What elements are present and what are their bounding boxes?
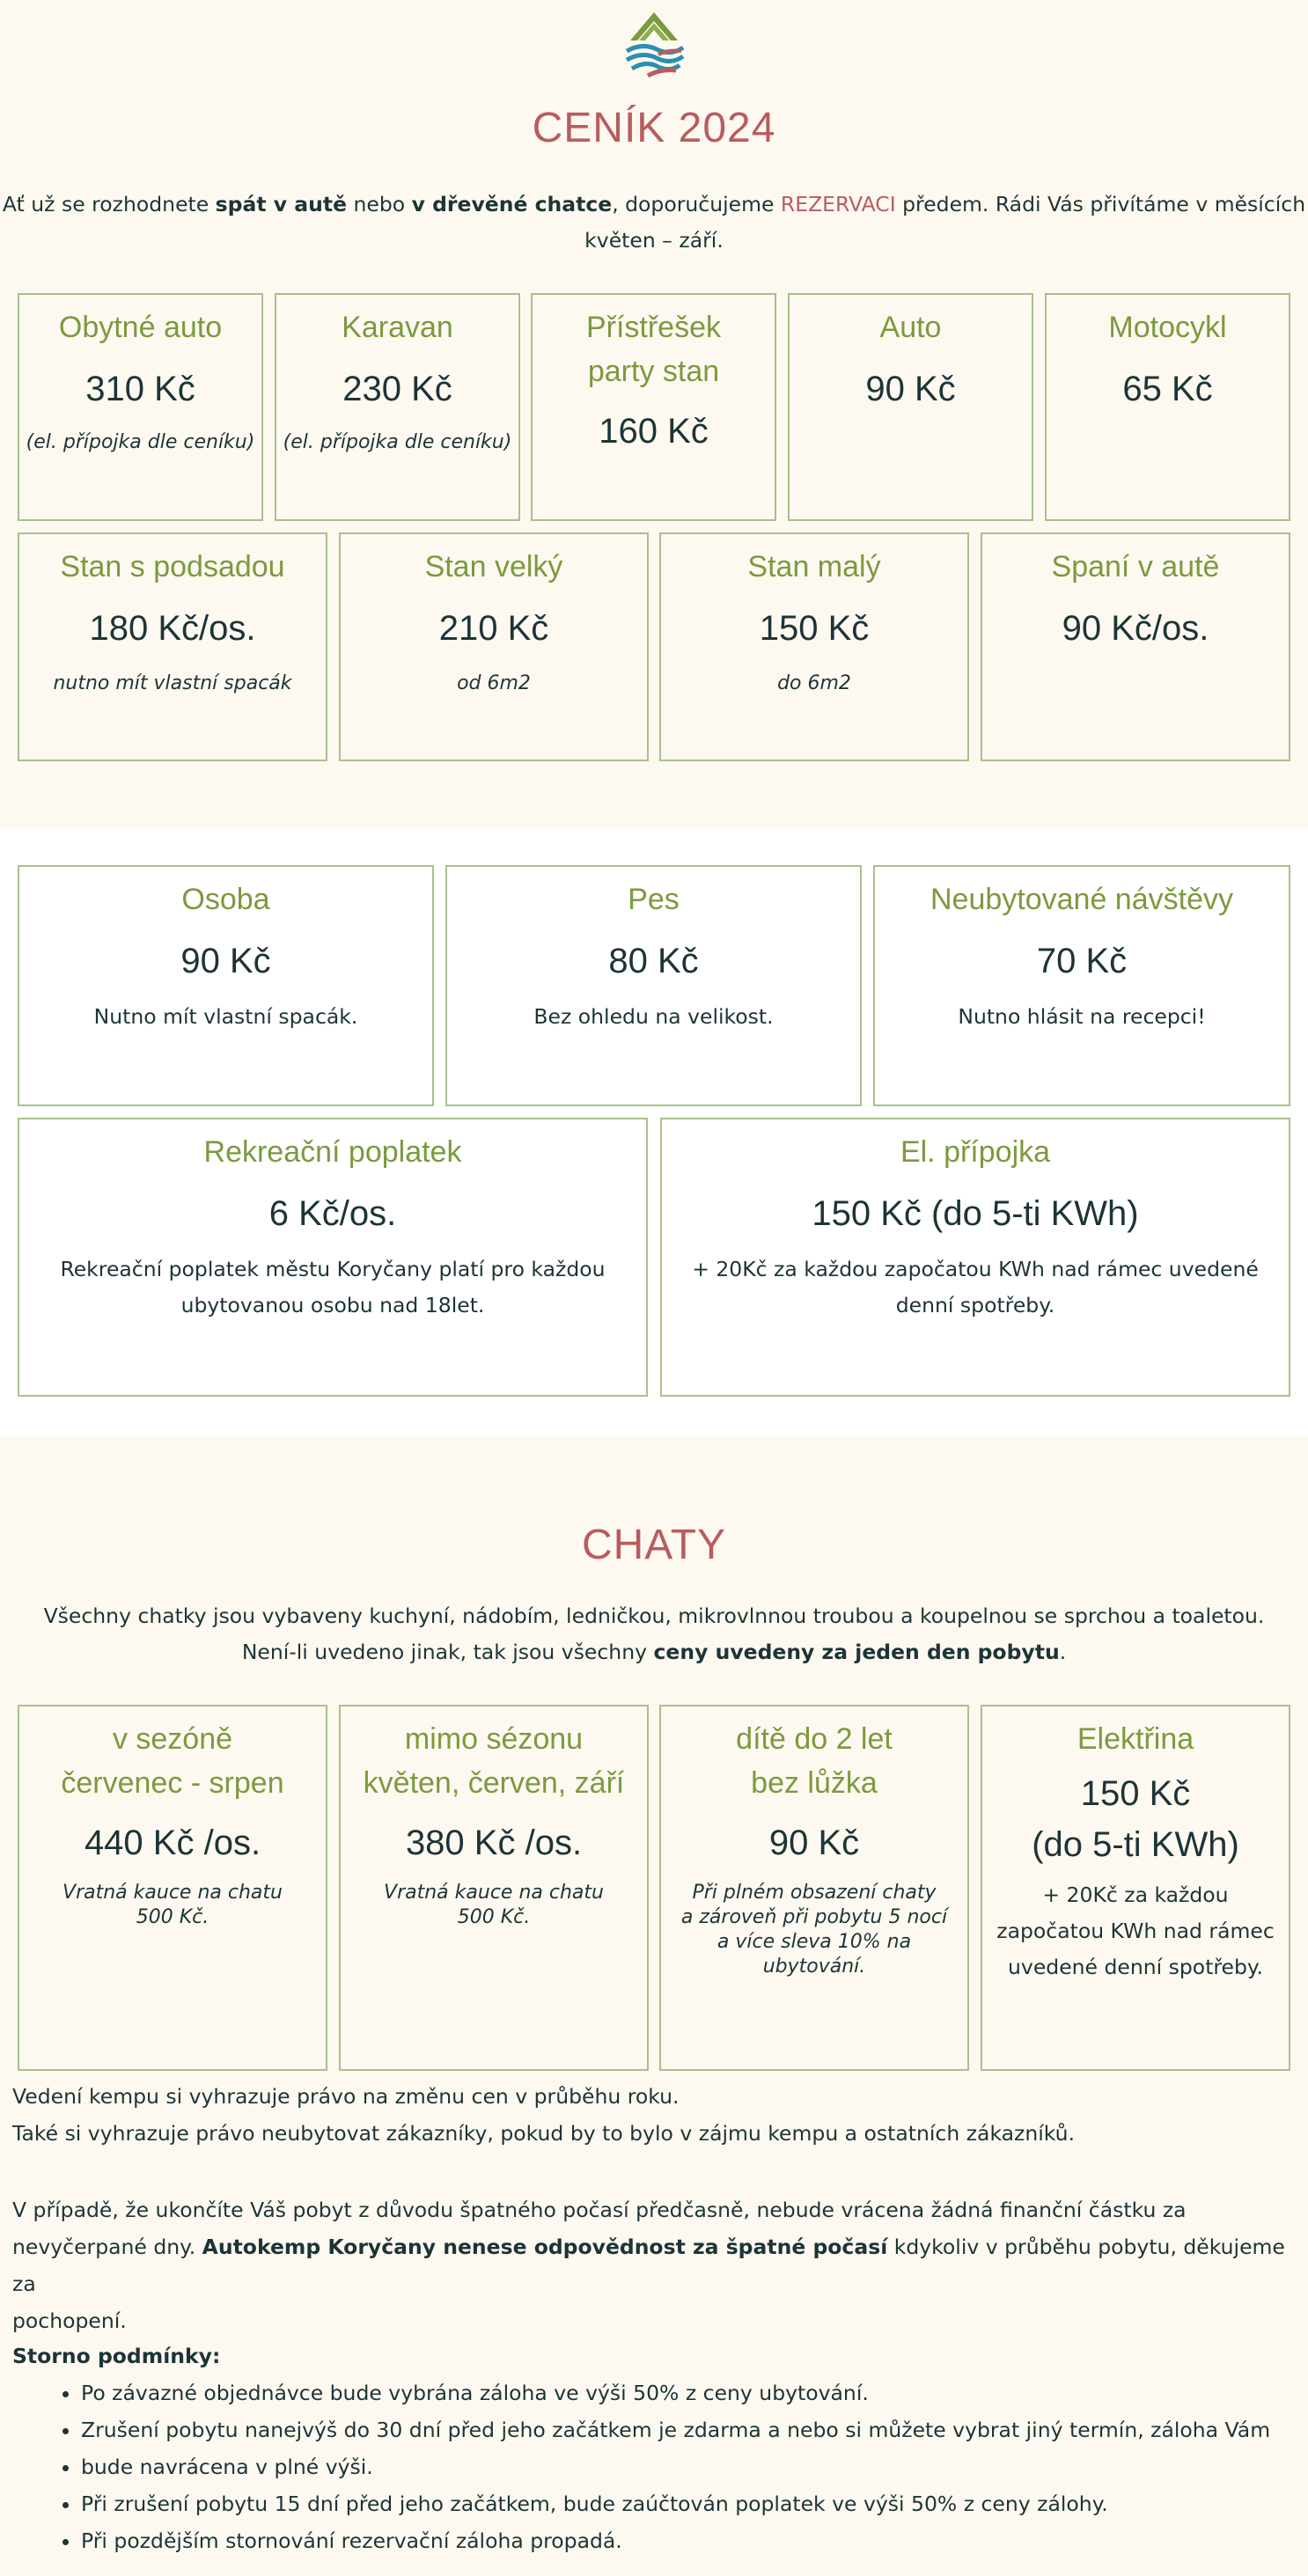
card-title: Karavan bbox=[342, 311, 453, 344]
card-price: 310 Kč bbox=[85, 370, 195, 408]
card-title: Stan s podsadou bbox=[60, 550, 285, 583]
storno-item: • bude navrácena v plné výši. bbox=[81, 2448, 1301, 2485]
card-note-line1: + 20Kč za každou bbox=[1042, 1882, 1229, 1907]
card-price: 90 Kč bbox=[180, 942, 271, 980]
card-note-line1: Vratná kauce na chatu bbox=[384, 1882, 604, 1904]
card-title: Elektřina bbox=[1077, 1722, 1194, 1756]
card-note-line2: započatou KWh nad rámec bbox=[996, 1919, 1275, 1943]
price-card-shelter bbox=[531, 293, 776, 521]
card-title: Stan malý bbox=[747, 550, 881, 583]
card-note-line1: Při plném obsazení chaty bbox=[692, 1882, 937, 1904]
pricing-intro: Ať už se rozhodnete spát v autě nebo v dřevěné chatce, doporučujeme REZERVACI předem. Rádi Vás přivítáme v měsících květen – září. bbox=[2, 192, 1306, 253]
price-card-car bbox=[788, 293, 1033, 521]
price-card-recreation-fee bbox=[18, 1118, 648, 1397]
storno-list bbox=[51, 2374, 1301, 2559]
card-price: 70 Kč bbox=[1036, 942, 1128, 980]
card-price: 160 Kč bbox=[599, 412, 709, 451]
storno-item: • Při zrušení pobytu 15 dní před jeho začátkem, bude zaúčtován poplatek ve výši 50% z ceny zálohy. bbox=[81, 2485, 1301, 2522]
card-note: do 6m2 bbox=[777, 672, 851, 694]
card-price-line1: 150 Kč bbox=[1080, 1774, 1191, 1813]
card-title-line2: květen, červen, září bbox=[363, 1766, 625, 1800]
card-note-line2: ubytovanou osobu nad 18let. bbox=[180, 1293, 485, 1317]
card-note-line2: denní spotřeby. bbox=[895, 1293, 1055, 1317]
cabins-intro: Všechny chatky jsou vybaveny kuchyní, nádobím, ledničkou, mikrovlnnou troubou a koupelnou se sprchou a toaletou. Není-li uvedeno jinak, tak jsou všechny ceny uvedeny za jeden den pobytu. bbox=[43, 1604, 1265, 1664]
card-price-line2: (do 5-ti KWh) bbox=[1032, 1825, 1239, 1864]
card-note-line1: Vratná kauce na chatu bbox=[62, 1882, 283, 1904]
card-note-line1: Rekreační poplatek městu Koryčany platí pro každou bbox=[60, 1257, 606, 1281]
card-title: Auto bbox=[879, 311, 942, 344]
card-note: od 6m2 bbox=[457, 672, 531, 694]
pricing-title: CENÍK 2024 bbox=[532, 105, 776, 151]
card-title-line1: dítě do 2 let bbox=[736, 1722, 893, 1756]
camp-logo-icon bbox=[621, 11, 687, 83]
cabin-card-child bbox=[659, 1705, 969, 2071]
card-price: 380 Kč /os. bbox=[405, 1824, 583, 1862]
card-price: 6 Kč/os. bbox=[268, 1194, 397, 1233]
card-note-line2: a zároveň při pobytu 5 nocí bbox=[680, 1906, 948, 1928]
card-note-line1: + 20Kč za každou započatou KWh nad rámec uvedené bbox=[692, 1257, 1259, 1281]
card-price: 210 Kč bbox=[438, 609, 549, 648]
card-title: Obytné auto bbox=[58, 311, 223, 344]
card-title: Osoba bbox=[181, 883, 270, 916]
price-card-caravan bbox=[275, 293, 520, 521]
card-note: (el. přípojka dle ceníku) bbox=[283, 431, 512, 453]
cabin-card-season bbox=[18, 1705, 327, 2071]
card-title: El. přípojka bbox=[900, 1135, 1051, 1169]
price-card-motorcycle bbox=[1045, 293, 1290, 521]
card-price: 180 Kč/os. bbox=[89, 609, 256, 648]
card-note-line3: uvedené denní spotřeby. bbox=[1008, 1955, 1263, 1979]
card-price: 90 Kč bbox=[865, 370, 956, 408]
price-card-large-tent bbox=[339, 532, 649, 761]
card-title: Pes bbox=[628, 883, 680, 916]
card-title-line1: v sezóně bbox=[112, 1722, 233, 1756]
terms-line: Vedení kempu si vyhrazuje právo na změnu cen v průběhu roku. bbox=[12, 2084, 680, 2109]
card-title: Rekreační poplatek bbox=[203, 1135, 462, 1169]
card-note: nutno mít vlastní spacák bbox=[53, 672, 292, 694]
cabin-card-electricity bbox=[981, 1705, 1290, 2071]
card-note: (el. přípojka dle ceníku) bbox=[26, 431, 255, 453]
card-price: 230 Kč bbox=[342, 370, 452, 408]
card-note-line2: 500 Kč. bbox=[136, 1906, 209, 1928]
price-card-motorhome bbox=[18, 293, 263, 521]
terms-line: Také si vyhrazuje právo neubytovat zákazníky, pokud by to bylo v zájmu kempu a ostatních zákazníků. bbox=[12, 2121, 1076, 2146]
card-title-line2: bez lůžka bbox=[751, 1766, 878, 1800]
card-price: 90 Kč/os. bbox=[1062, 609, 1209, 648]
card-note-line4: ubytování. bbox=[762, 1956, 866, 1978]
card-title-line2: party stan bbox=[587, 355, 720, 388]
card-price: 90 Kč bbox=[768, 1824, 860, 1862]
card-price: 440 Kč /os. bbox=[84, 1824, 261, 1862]
card-price: 80 Kč bbox=[608, 942, 699, 980]
card-title: Motocykl bbox=[1108, 311, 1227, 344]
price-card-tent-with-floor bbox=[18, 532, 327, 761]
card-note: Nutno mít vlastní spacák. bbox=[93, 1004, 358, 1029]
card-title: Spaní v autě bbox=[1051, 550, 1220, 583]
price-card-visitors bbox=[873, 865, 1290, 1106]
storno-title: Storno podmínky: bbox=[12, 2344, 221, 2368]
card-price: 150 Kč bbox=[759, 609, 870, 648]
terms-notes bbox=[12, 2078, 1297, 2152]
card-title-line1: Přístřešek bbox=[585, 311, 722, 344]
storno-item: • Při pozdějším stornování rezervační záloha propadá. bbox=[81, 2522, 1301, 2559]
card-note: Bez ohledu na velikost. bbox=[533, 1004, 774, 1029]
card-note-line2: 500 Kč. bbox=[457, 1906, 531, 1928]
weather-policy: V případě, že ukončíte Váš pobyt z důvodu špatného počasí předčasně, nebude vrácena žádná finanční částku za nevyčerpané dny. Autokemp Koryčany nenese odpovědnost za špatné počasí kdykoliv v průběhu pobytu, děkujeme za pochopení. bbox=[12, 2198, 1285, 2333]
card-title-line2: červenec - srpen bbox=[61, 1766, 284, 1800]
price-card-electric-hookup bbox=[660, 1118, 1290, 1397]
price-card-dog bbox=[445, 865, 862, 1106]
card-note-line3: a více sleva 10% na bbox=[716, 1931, 912, 1953]
price-card-person bbox=[18, 865, 434, 1106]
card-price: 150 Kč (do 5-ti KWh) bbox=[812, 1194, 1139, 1233]
card-title-line1: mimo sézonu bbox=[404, 1722, 584, 1756]
card-title: Stan velký bbox=[424, 550, 563, 583]
card-title: Neubytované návštěvy bbox=[930, 883, 1233, 916]
cabin-card-off-season bbox=[339, 1705, 649, 2071]
card-note: Nutno hlásit na recepci! bbox=[958, 1004, 1206, 1029]
reservation-link[interactable]: REZERVACI bbox=[780, 192, 896, 217]
storno-item: • Po závazné objednávce bude vybrána záloha ve výši 50% z ceny ubytování. bbox=[81, 2374, 1301, 2411]
cabins-title: CHATY bbox=[581, 1522, 727, 1568]
price-card-sleep-in-car bbox=[981, 532, 1290, 761]
card-price: 65 Kč bbox=[1122, 370, 1213, 408]
storno-item: • Zrušení pobytu nanejvýš do 30 dní před jeho začátkem je zdarma a nebo si můžete vybrat jiný termín, záloha Vám bbox=[81, 2411, 1301, 2448]
price-card-small-tent bbox=[659, 532, 969, 761]
